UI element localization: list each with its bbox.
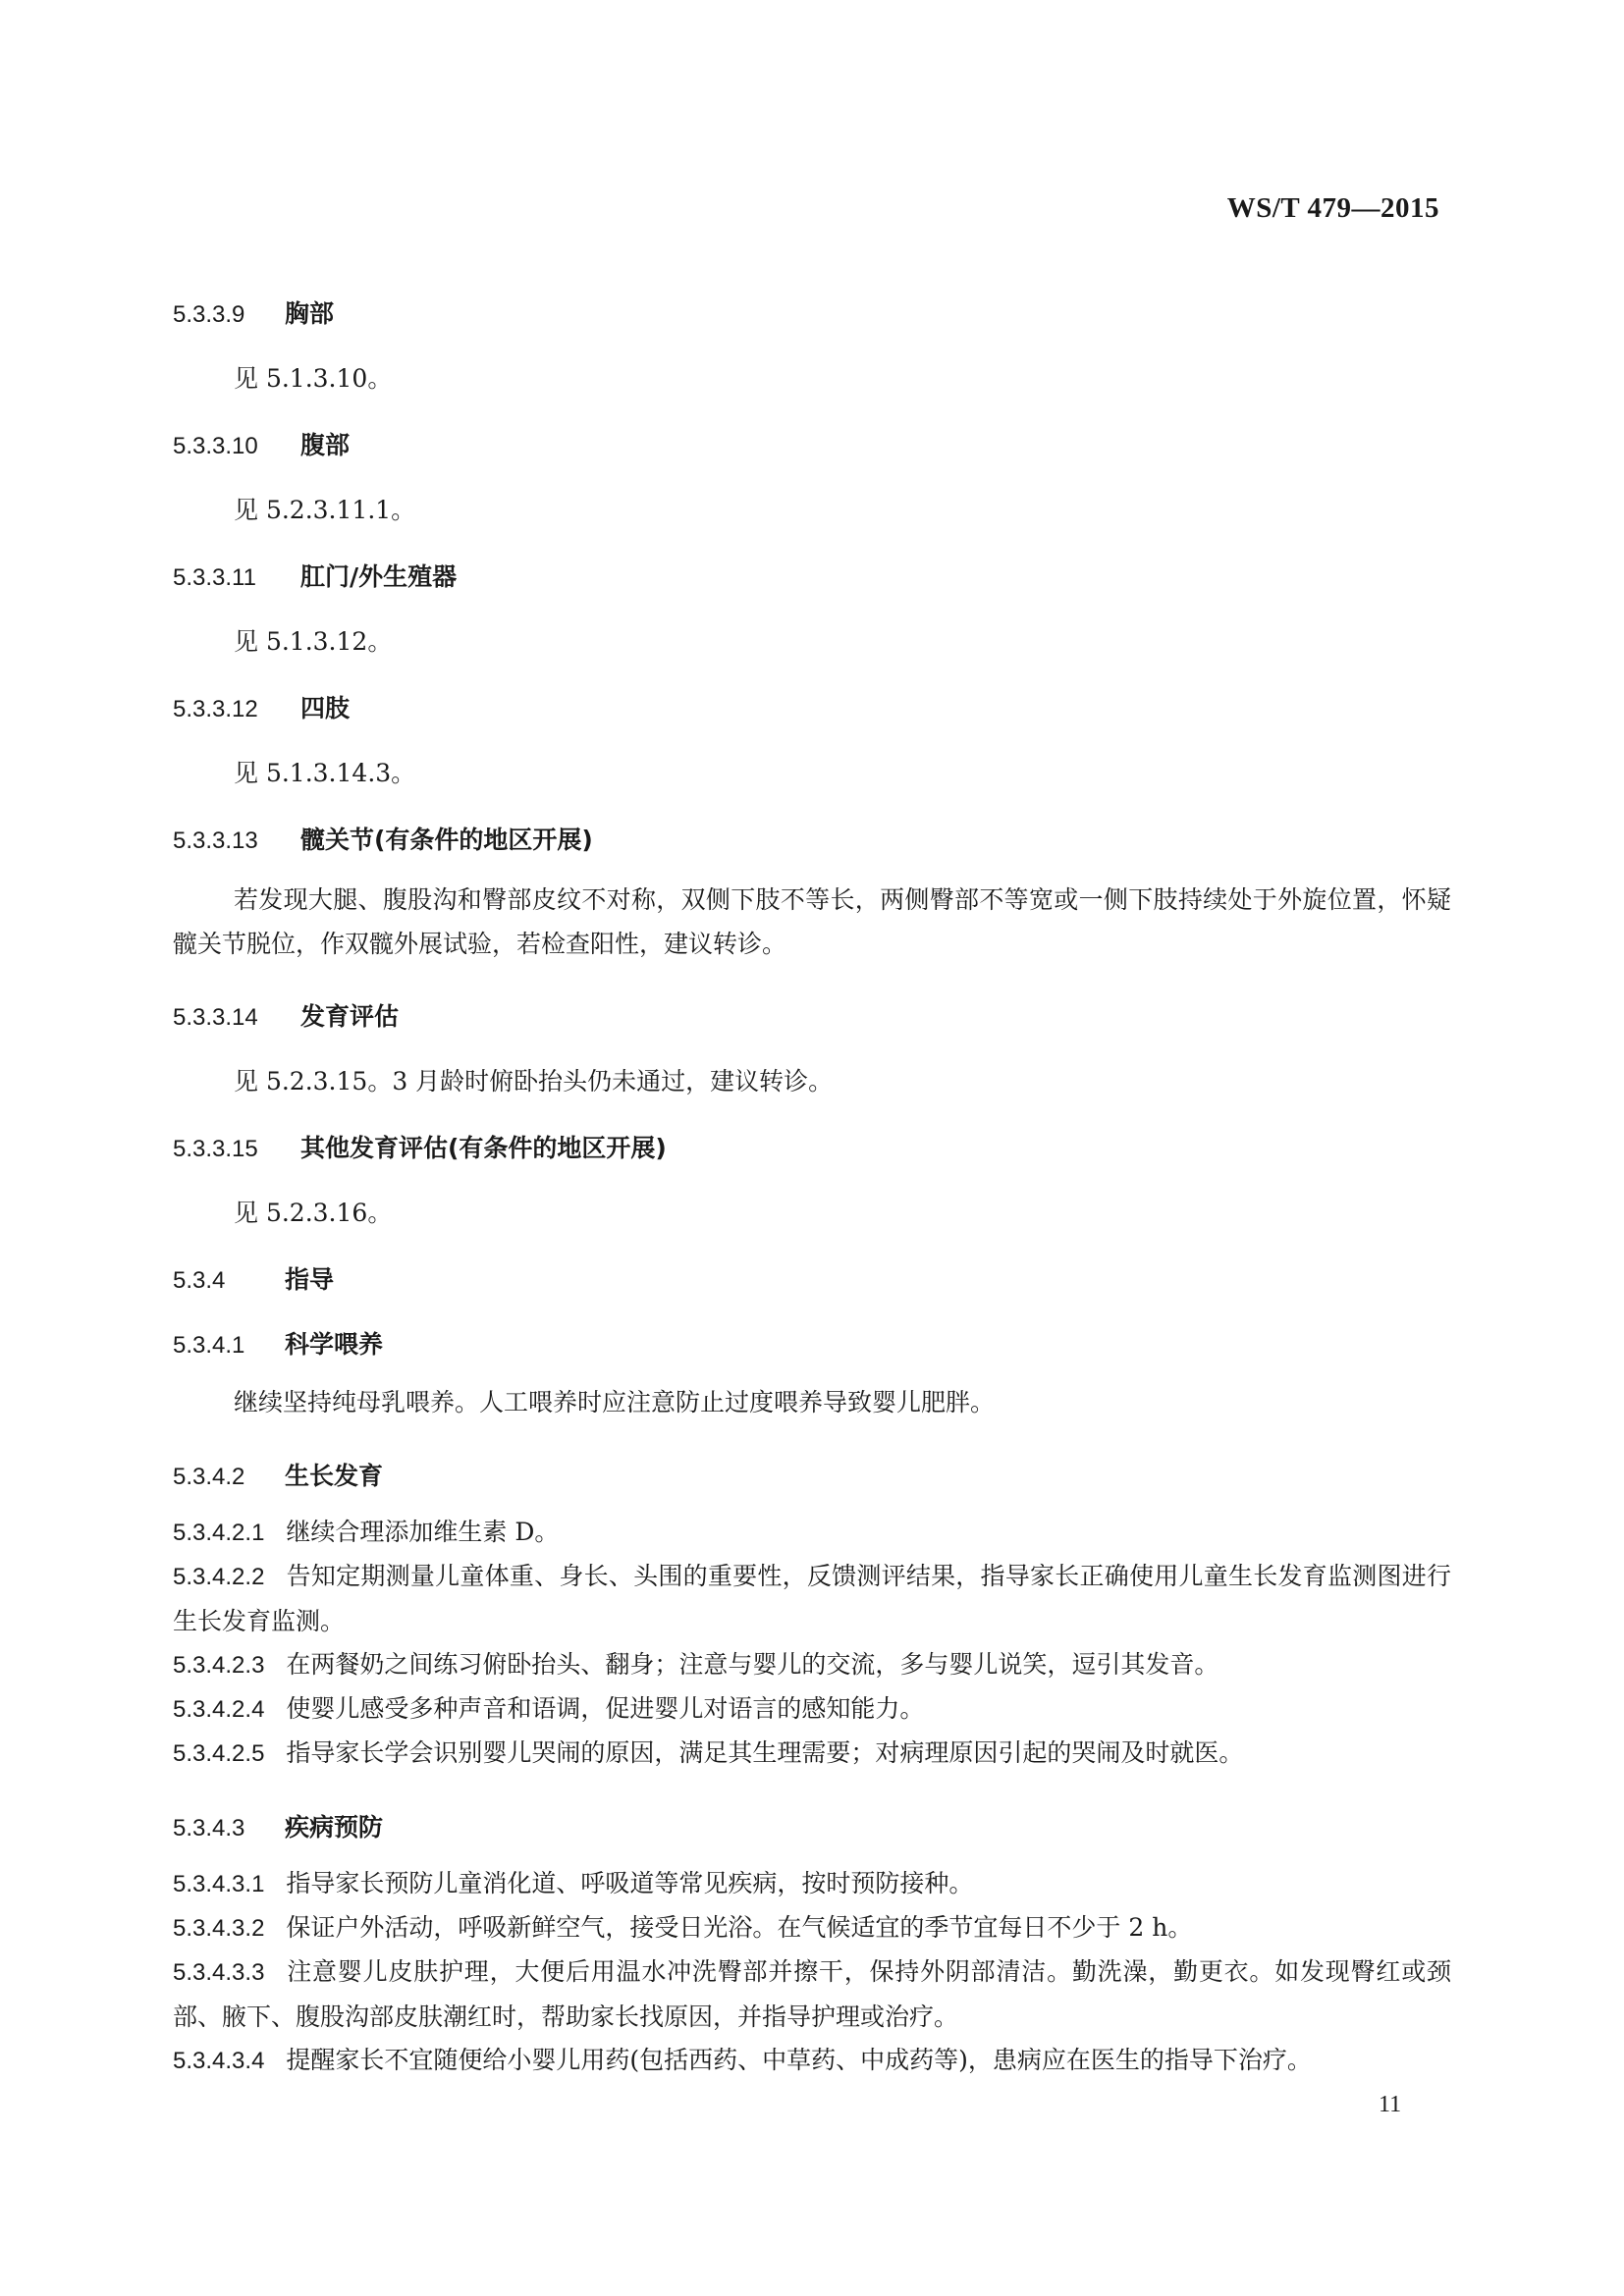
item-number: 5.3.4.2.2 — [173, 1564, 265, 1590]
section-heading — [173, 558, 457, 593]
section-title: 生长发育 — [285, 1462, 384, 1490]
list-item — [173, 2038, 1451, 2083]
section-heading — [173, 426, 350, 461]
section-heading — [173, 821, 593, 856]
section-title: 肛门/外生殖器 — [300, 562, 458, 591]
section-title: 髋关节(有条件的地区开展) — [300, 826, 593, 854]
list-item — [173, 1510, 1451, 1555]
section-heading — [173, 1260, 334, 1296]
section-heading — [173, 997, 399, 1033]
section-number: 5.3.3.12 — [173, 696, 258, 722]
item-text: 注意婴儿皮肤护理，大便后用温水冲洗臀部并擦干，保持外阴部清洁。勤洗澡，勤更衣。如发现臀红或颈部、腋下、腹股沟部皮肤潮红时，帮助家长找原因，并指导护理或治疗。 — [173, 1957, 1451, 2031]
item-number: 5.3.4.3.4 — [173, 2048, 265, 2074]
section-number: 5.3.3.11 — [173, 564, 256, 591]
item-text: 告知定期测量儿童体重、身长、头围的重要性，反馈测评结果，指导家长正确使用儿童生长发育监测图进行生长发育监测。 — [173, 1562, 1451, 1635]
item-number: 5.3.4.3.1 — [173, 1871, 265, 1897]
section-title: 科学喂养 — [285, 1330, 384, 1359]
section-number: 5.3.4.1 — [173, 1332, 245, 1359]
section-number: 5.3.3.10 — [173, 433, 258, 459]
section-body: 见 5.1.3.14.3。 — [234, 759, 416, 787]
section-number: 5.3.4.2 — [173, 1464, 245, 1490]
section-number: 5.3.4.3 — [173, 1815, 245, 1842]
item-number: 5.3.4.3.3 — [173, 1959, 265, 1986]
section-heading — [173, 1325, 383, 1361]
section-title: 四肢 — [300, 694, 351, 722]
section-title: 指导 — [285, 1265, 335, 1294]
item-text: 提醒家长不宜随便给小婴儿用药(包括西药、中草药、中成药等)，患病应在医生的指导下治疗。 — [286, 2046, 1312, 2074]
item-number: 5.3.4.2.4 — [173, 1696, 265, 1723]
list-item — [173, 1861, 1451, 1906]
section-heading — [173, 1129, 667, 1164]
list-item — [173, 1554, 1451, 1643]
section-number: 5.3.3.9 — [173, 301, 245, 328]
list-item — [173, 1686, 1451, 1732]
item-text: 在两餐奶之间练习俯卧抬头、翻身；注意与婴儿的交流，多与婴儿说笑，逗引其发音。 — [286, 1650, 1219, 1679]
section-body: 继续坚持纯母乳喂养。人工喂养时应注意防止过度喂养导致婴儿肥胖。 — [234, 1388, 996, 1416]
item-text: 指导家长学会识别婴儿哭闹的原因，满足其生理需要；对病理原因引起的哭闹及时就医。 — [286, 1738, 1244, 1767]
item-text: 指导家长预防儿童消化道、呼吸道等常见疾病，按时预防接种。 — [286, 1869, 974, 1897]
section-heading — [173, 1457, 383, 1492]
section-title: 其他发育评估(有条件的地区开展) — [300, 1134, 667, 1162]
item-text: 使婴儿感受多种声音和语调，促进婴儿对语言的感知能力。 — [286, 1694, 925, 1723]
list-item — [173, 1731, 1451, 1776]
item-number: 5.3.4.3.2 — [173, 1915, 265, 1942]
item-number: 5.3.4.2.1 — [173, 1520, 265, 1546]
page-number: 11 — [1379, 2092, 1402, 2117]
list-item — [173, 1949, 1451, 2039]
list-item — [173, 1642, 1451, 1687]
section-number: 5.3.4 — [173, 1267, 226, 1294]
item-number: 5.3.4.2.5 — [173, 1740, 265, 1767]
section-number: 5.3.3.14 — [173, 1004, 258, 1031]
section-body: 见 5.2.3.11.1。 — [234, 496, 416, 524]
item-text: 继续合理添加维生素 D。 — [286, 1518, 560, 1546]
section-body: 见 5.1.3.10。 — [234, 364, 393, 393]
section-body: 见 5.1.3.12。 — [234, 627, 393, 656]
section-title: 腹部 — [300, 431, 351, 459]
section-heading — [173, 294, 334, 330]
section-number: 5.3.3.13 — [173, 828, 258, 854]
item-number: 5.3.4.2.3 — [173, 1652, 265, 1679]
section-body: 若发现大腿、腹股沟和臀部皮纹不对称，双侧下肢不等长，两侧臀部不等宽或一侧下肢持续处于外旋位置，怀疑髋关节脱位，作双髋外展试验，若检查阳性，建议转诊。 — [173, 885, 1451, 958]
section-title: 胸部 — [285, 299, 335, 328]
item-text: 保证户外活动，呼吸新鲜空气，接受日光浴。在气候适宜的季节宜每日不少于 2 h。 — [286, 1913, 1193, 1942]
section-title: 疾病预防 — [285, 1813, 384, 1842]
section-title: 发育评估 — [300, 1002, 400, 1031]
section-body: 见 5.2.3.15。3 月龄时俯卧抬头仍未通过，建议转诊。 — [234, 1067, 834, 1095]
section-heading — [173, 1808, 383, 1843]
section-heading — [173, 689, 350, 724]
section-number: 5.3.3.15 — [173, 1136, 258, 1162]
standard-code: WS/T 479—2015 — [1226, 192, 1439, 224]
section-body: 见 5.2.3.16。 — [234, 1199, 393, 1227]
list-item — [173, 1905, 1451, 1950]
